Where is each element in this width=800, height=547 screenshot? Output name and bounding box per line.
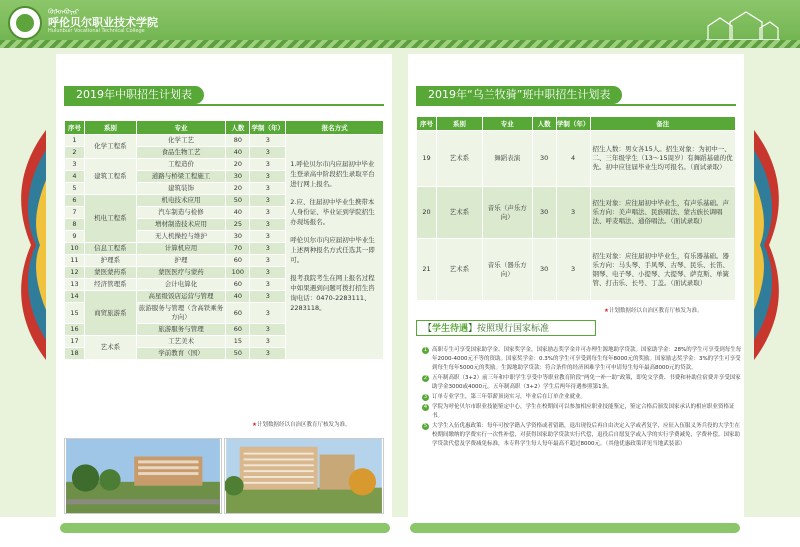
- cell-years: 3: [250, 324, 286, 336]
- cell-no: 8: [65, 219, 85, 231]
- cell-dept: 艺术系: [436, 187, 482, 239]
- table-row: [417, 239, 736, 301]
- cell-count: 80: [226, 135, 250, 147]
- page-header: [0, 0, 800, 48]
- item-text: 学院为呼伦贝尔市职业技能鉴定中心，学生在校期间可以参加相应职业技能鉴定，鉴定合格后颁发国家承认的相应职业资格证书。: [432, 404, 735, 419]
- benefits-list: [422, 346, 742, 450]
- cell-major: 增材制造技术应用: [136, 219, 226, 231]
- cell-major: 蒙医医疗与蒙药: [136, 267, 226, 279]
- cell-dept: 机电工程系: [84, 195, 136, 243]
- cell-major: 工程造价: [136, 159, 226, 171]
- cell-count: 15: [226, 336, 250, 348]
- cell-years: 3: [250, 303, 286, 324]
- cell-major: 高星级饭店运营与管理: [136, 291, 226, 303]
- method-note: 2.应、往届初中毕业生携带本人身份证、毕业证到学院招生办现场报名。: [290, 198, 375, 226]
- cell-count: 20: [226, 183, 250, 195]
- cell-dept: 化学工程系: [84, 135, 136, 159]
- list-item: [422, 393, 742, 402]
- cell-no: 21: [417, 239, 437, 301]
- cell-no: 2: [65, 147, 85, 159]
- cell-years: 3: [250, 267, 286, 279]
- cell-no: 13: [65, 279, 85, 291]
- cell-dept: 经济管理系: [84, 279, 136, 291]
- benefits-subtitle: 按照现行国家标准: [477, 324, 550, 334]
- col-header: 专业: [136, 121, 226, 135]
- section-rule: [416, 104, 736, 106]
- col-header: 人数: [532, 117, 556, 131]
- cell-major: 旅游服务与管理（含高铁乘务方向）: [136, 303, 226, 324]
- item-number: 3: [423, 394, 428, 400]
- list-item: [422, 346, 742, 373]
- cell-dept: 艺术系: [84, 336, 136, 360]
- cell-count: 60: [226, 279, 250, 291]
- footer-bar: [410, 523, 740, 533]
- star-icon: ★: [604, 308, 609, 314]
- cell-count: 100: [226, 267, 250, 279]
- cell-count: 40: [226, 291, 250, 303]
- left-page: [56, 54, 392, 533]
- left-ornament-icon: [6, 130, 46, 360]
- cell-major: 工艺美术: [136, 336, 226, 348]
- section-rule: [64, 104, 384, 106]
- cell-count: 30: [226, 231, 250, 243]
- col-header: 系别: [436, 117, 482, 131]
- cell-no: 17: [65, 336, 85, 348]
- cell-major: 会计电算化: [136, 279, 226, 291]
- campus-photo: [64, 438, 222, 514]
- cell-no: 11: [65, 255, 85, 267]
- enrollment-table: [64, 120, 384, 360]
- col-header: 人数: [226, 121, 250, 135]
- col-header: 学制（年）: [556, 117, 590, 131]
- cell-count: 30: [226, 171, 250, 183]
- cell-count: 40: [226, 147, 250, 159]
- col-header: 报名方式: [286, 121, 384, 135]
- right-section-title: 2019年“乌兰牧骑”班中职招生计划表: [416, 86, 622, 104]
- cell-years: 3: [556, 239, 590, 301]
- cell-years: 3: [250, 219, 286, 231]
- cell-dept: 艺术系: [436, 239, 482, 301]
- cell-dept: 商贸旅游系: [84, 291, 136, 336]
- page-footer: [0, 517, 800, 547]
- cell-years: 3: [250, 255, 286, 267]
- cell-years: 3: [250, 231, 286, 243]
- col-header: 序号: [65, 121, 85, 135]
- table-row: [417, 187, 736, 239]
- cell-major: 机电技术应用: [136, 195, 226, 207]
- cell-count: 50: [226, 195, 250, 207]
- method-note: 1.呼伦贝尔市内应届初中毕业生登录高中阶段招生录取平台进行网上报名。: [290, 160, 375, 188]
- cell-no: 9: [65, 231, 85, 243]
- left-section-title: 2019年中职招生计划表: [64, 86, 204, 104]
- school-name: 呼伦贝尔职业技术学院: [48, 16, 158, 29]
- cell-no: 19: [417, 131, 437, 187]
- school-name-mongolian: ᠬᠥᠯᠥᠨᠪᠤᠶᠢᠷ: [48, 8, 80, 16]
- cell-count: 60: [226, 324, 250, 336]
- cell-no: 7: [65, 207, 85, 219]
- item-number: 5: [423, 423, 428, 429]
- table-row: [417, 131, 736, 187]
- cell-note: 招生对象：应往届初中毕业生，有乐器基础。器乐方向：马头琴、手风琴、古琴、民乐、长笛、钢琴、电子琴、小提琴、大提琴、萨克斯、单簧管、打击乐、长号、丁盖。（面试录取）: [590, 239, 735, 301]
- cell-years: 3: [250, 336, 286, 348]
- footer-bar: [60, 523, 390, 533]
- col-header: 系别: [84, 121, 136, 135]
- cell-no: 5: [65, 183, 85, 195]
- cell-years: 3: [250, 195, 286, 207]
- enrollment-method-cell: [286, 135, 384, 360]
- cell-years: 3: [250, 135, 286, 147]
- cell-years: 3: [250, 147, 286, 159]
- cell-major: 无人机操控与维护: [136, 231, 226, 243]
- cell-major: 化学工艺: [136, 135, 226, 147]
- cell-years: 3: [250, 348, 286, 360]
- cell-no: 18: [65, 348, 85, 360]
- list-item: [422, 403, 742, 421]
- right-footnote: [604, 306, 702, 314]
- cell-count: 70: [226, 243, 250, 255]
- cell-no: 6: [65, 195, 85, 207]
- cell-no: 14: [65, 291, 85, 303]
- cell-years: 3: [250, 159, 286, 171]
- footnote-text: 计划数据经以自治区教育厅核发为准。: [608, 308, 703, 314]
- cell-no: 20: [417, 187, 437, 239]
- cell-no: 1: [65, 135, 85, 147]
- list-item: [422, 422, 742, 449]
- list-item: [422, 374, 742, 392]
- cell-count: 60: [226, 303, 250, 324]
- cell-major: 汽车制造与检修: [136, 207, 226, 219]
- college-logo: [8, 6, 42, 40]
- campus-photo: [224, 438, 384, 514]
- cell-major: 音乐（声乐方向）: [482, 187, 532, 239]
- cell-major: 道路与桥梁工程施工: [136, 171, 226, 183]
- cell-major: 计算机应用: [136, 243, 226, 255]
- cell-years: 3: [250, 243, 286, 255]
- method-note: 呼伦贝尔市内应届初中毕业生上述两种报名方式任选其一即可。: [290, 236, 375, 264]
- cell-years: 3: [250, 171, 286, 183]
- item-text: 高职专生可享受国家助学金、国家奖学金，国家励志奖学金并可办理生源地助学贷款。国家助学金：28%的学生可享受到每生每年2000-4000元不等的资助。国家奖学金：0.3%的学生可享受到每生每年8000元的奖励。国家励志奖学金：3%的学生可享受到每生每年5000元的奖励。生源地助学贷款：符合条件的经济困难学生可申请每生每年最高8000元的贷款。: [432, 347, 742, 371]
- col-header: 专业: [482, 117, 532, 131]
- cell-dept: 艺术系: [436, 131, 482, 187]
- cell-note: 招生对象：应往届初中毕业生，有声乐基础。声乐方向：美声唱法、民族唱法、蒙古族长调唱法、呼麦唱法、通俗唱法。（面试录取）: [590, 187, 735, 239]
- cell-count: 30: [532, 187, 556, 239]
- col-header: 备注: [590, 117, 735, 131]
- cell-count: 50: [226, 348, 250, 360]
- cell-count: 25: [226, 219, 250, 231]
- cell-no: 4: [65, 171, 85, 183]
- cell-no: 16: [65, 324, 85, 336]
- cell-no: 3: [65, 159, 85, 171]
- cell-major: 音乐（器乐方向）: [482, 239, 532, 301]
- item-number: 2: [423, 375, 428, 381]
- cell-dept: 蒙医蒙药系: [84, 267, 136, 279]
- left-footnote: [252, 420, 350, 428]
- school-name-english: Hulunbuir Vocational Technical College: [48, 28, 145, 34]
- cell-dept: 信息工程系: [84, 243, 136, 255]
- footnote-text: 计划数据经以自治区教育厅核发为准。: [256, 422, 351, 428]
- campus-skyline-icon: [706, 8, 780, 42]
- cell-count: 20: [226, 159, 250, 171]
- col-header: 学制（年）: [250, 121, 286, 135]
- cell-major: 食品生物工艺: [136, 147, 226, 159]
- right-page: [408, 54, 744, 533]
- item-text: 五年制高职（3+2）前三年和中职学生享受中等职业教育阶段“两免一补一助”政策，即免交学费、书费和补助住宿费并享受国家助学金3000或4000元。五年制高职（3+2）学生后两年待遇参照第1条。: [432, 375, 741, 390]
- item-number: 1: [423, 347, 428, 353]
- cell-note: 招生人数：男女各15人。招生对象：为初中一、二、三年级学生（13～15周岁）有舞蹈基础的优先。初中应往届毕业生均可报名。（面试录取）: [590, 131, 735, 187]
- cell-major: 护理: [136, 255, 226, 267]
- cell-no: 10: [65, 243, 85, 255]
- col-header: 序号: [417, 117, 437, 131]
- cell-years: 3: [250, 183, 286, 195]
- cell-major: 旅游服务与管理: [136, 324, 226, 336]
- ulanmuqi-table: [416, 116, 736, 301]
- cell-no: 15: [65, 303, 85, 324]
- cell-no: 12: [65, 267, 85, 279]
- cell-years: 3: [250, 279, 286, 291]
- item-number: 4: [423, 404, 428, 410]
- cell-dept: 建筑工程系: [84, 159, 136, 195]
- item-text: 订单专业学生，第三年带薪顶岗实习，毕业后在订单企业就业。: [432, 394, 587, 400]
- cell-years: 4: [556, 131, 590, 187]
- star-icon: ★: [252, 422, 257, 428]
- cell-major: 学前教育（国）: [136, 348, 226, 360]
- cell-major: 舞蹈表演: [482, 131, 532, 187]
- cell-years: 3: [250, 291, 286, 303]
- right-ornament-icon: [754, 130, 794, 360]
- cell-count: 60: [226, 255, 250, 267]
- cell-dept: 护理系: [84, 255, 136, 267]
- cell-count: 40: [226, 207, 250, 219]
- benefits-heading: 【学生待遇】按照现行国家标准: [416, 320, 596, 336]
- method-note: 报考我院考生在网上报名过程中如果遇到问题可拨打招生咨询电话：0470-2283111、2283118。: [290, 274, 375, 312]
- cell-count: 30: [532, 239, 556, 301]
- cell-years: 3: [556, 187, 590, 239]
- table-row: [65, 135, 384, 147]
- item-text: 大学生入伍优惠政策：每年可按学籍入学资格或者留籍，退出现役后再自由决定入学或者复学，应征入伍服义务兵役的大学生在校期间缴纳的学费实行一次性补偿，对获得国家助学贷款实行代偿，退役后自愿复学或入学的实行学费减免，学费补偿。国家助学贷款代偿及学费减免标准，本专科学生每人每年最高不超过8000元。（其他优惠政策详见当地武装部）: [432, 423, 741, 447]
- benefits-title: 学生待遇: [432, 324, 469, 334]
- cell-count: 30: [532, 131, 556, 187]
- cell-major: 建筑装饰: [136, 183, 226, 195]
- cell-years: 3: [250, 207, 286, 219]
